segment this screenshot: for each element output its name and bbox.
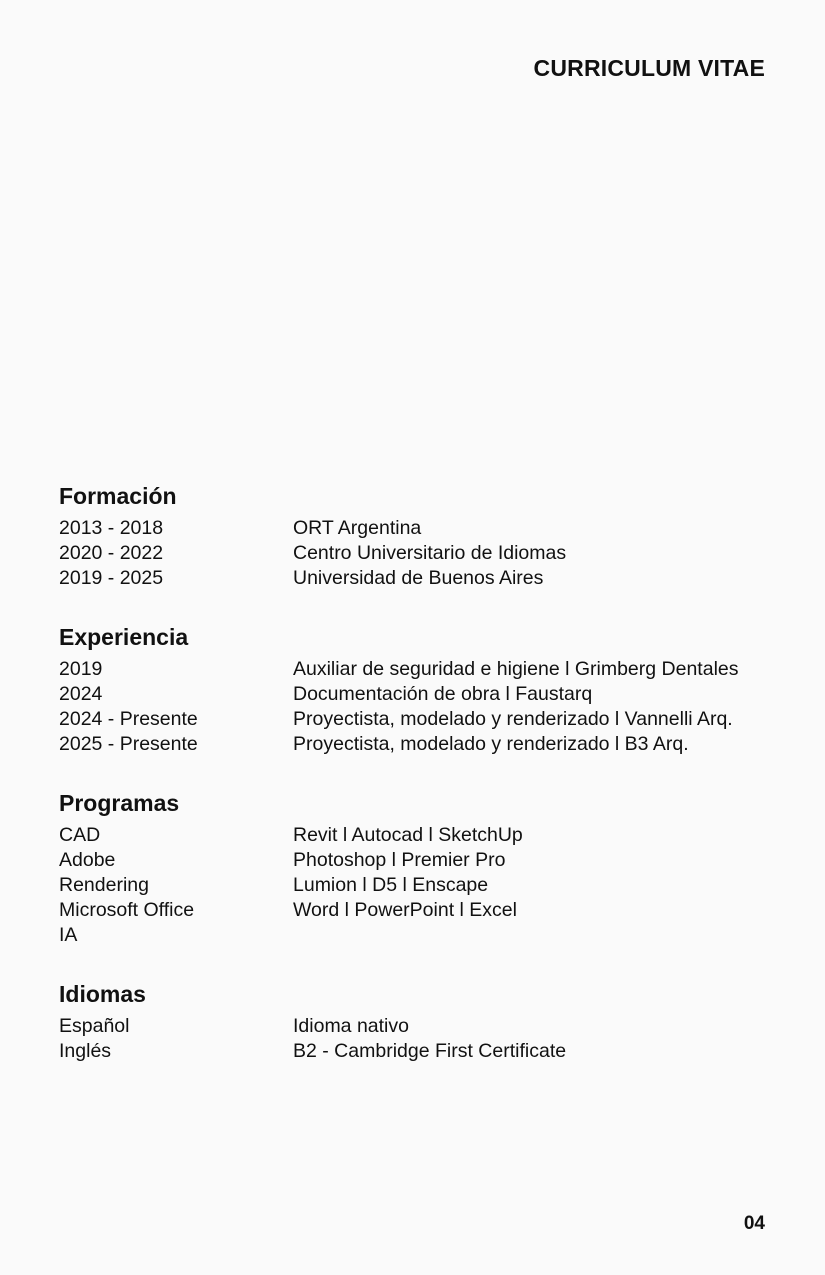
formacion-row (59, 516, 799, 541)
section-heading-formacion: Formación (59, 483, 177, 509)
programas-section (59, 787, 799, 948)
row-label: 2024 (59, 683, 103, 705)
row-value: Revit l Autocad l SketchUp (293, 824, 523, 846)
page-title: CURRICULUM VITAE (533, 55, 765, 81)
row-label: 2020 - 2022 (59, 542, 164, 564)
row-label: Microsoft Office (59, 899, 195, 921)
row-value: Lumion l D5 l Enscape (293, 874, 489, 896)
row-value: Photoshop l Premier Pro (293, 849, 506, 871)
programas-row (59, 923, 799, 948)
row-label: Español (59, 1015, 130, 1037)
row-label: 2025 - Presente (59, 733, 198, 755)
row-value: Auxiliar de seguridad e higiene l Grimberg Dentales (293, 658, 739, 680)
experiencia-row (59, 657, 799, 682)
row-label: Rendering (59, 874, 149, 896)
idiomas-row (59, 1014, 799, 1039)
experiencia-row (59, 732, 799, 757)
section-heading-experiencia: Experiencia (59, 624, 189, 650)
experiencia-row (59, 682, 799, 707)
row-value: ORT Argentina (293, 517, 422, 539)
cv-body (59, 480, 799, 1094)
row-value: Idioma nativo (293, 1015, 409, 1037)
row-label: Inglés (59, 1040, 112, 1062)
page-number: 04 (743, 1213, 765, 1234)
row-label: 2019 - 2025 (59, 567, 164, 589)
row-label: IA (59, 924, 78, 946)
row-value: Documentación de obra l Faustarq (293, 683, 593, 705)
programas-row (59, 873, 799, 898)
formacion-row (59, 541, 799, 566)
row-value: Proyectista, modelado y renderizado l B3 Arq. (293, 733, 689, 755)
experiencia-row (59, 707, 799, 732)
row-label: 2019 (59, 658, 103, 680)
idiomas-row (59, 1039, 799, 1064)
section-heading-idiomas: Idiomas (59, 981, 146, 1007)
row-value: Word l PowerPoint l Excel (293, 899, 517, 921)
row-value: Universidad de Buenos Aires (293, 567, 544, 589)
idiomas-section (59, 978, 799, 1064)
row-value: Proyectista, modelado y renderizado l Vannelli Arq. (293, 708, 733, 730)
formacion-section (59, 480, 799, 591)
section-heading-programas: Programas (59, 790, 180, 816)
row-label: Adobe (59, 849, 116, 871)
programas-row (59, 848, 799, 873)
row-value: B2 - Cambridge First Certificate (293, 1040, 567, 1062)
programas-row (59, 823, 799, 848)
formacion-row (59, 566, 799, 591)
row-label: 2013 - 2018 (59, 517, 164, 539)
row-label: CAD (59, 824, 101, 846)
experiencia-section (59, 621, 799, 757)
programas-row (59, 898, 799, 923)
row-label: 2024 - Presente (59, 708, 198, 730)
row-value (293, 923, 799, 948)
row-value: Centro Universitario de Idiomas (293, 542, 567, 564)
